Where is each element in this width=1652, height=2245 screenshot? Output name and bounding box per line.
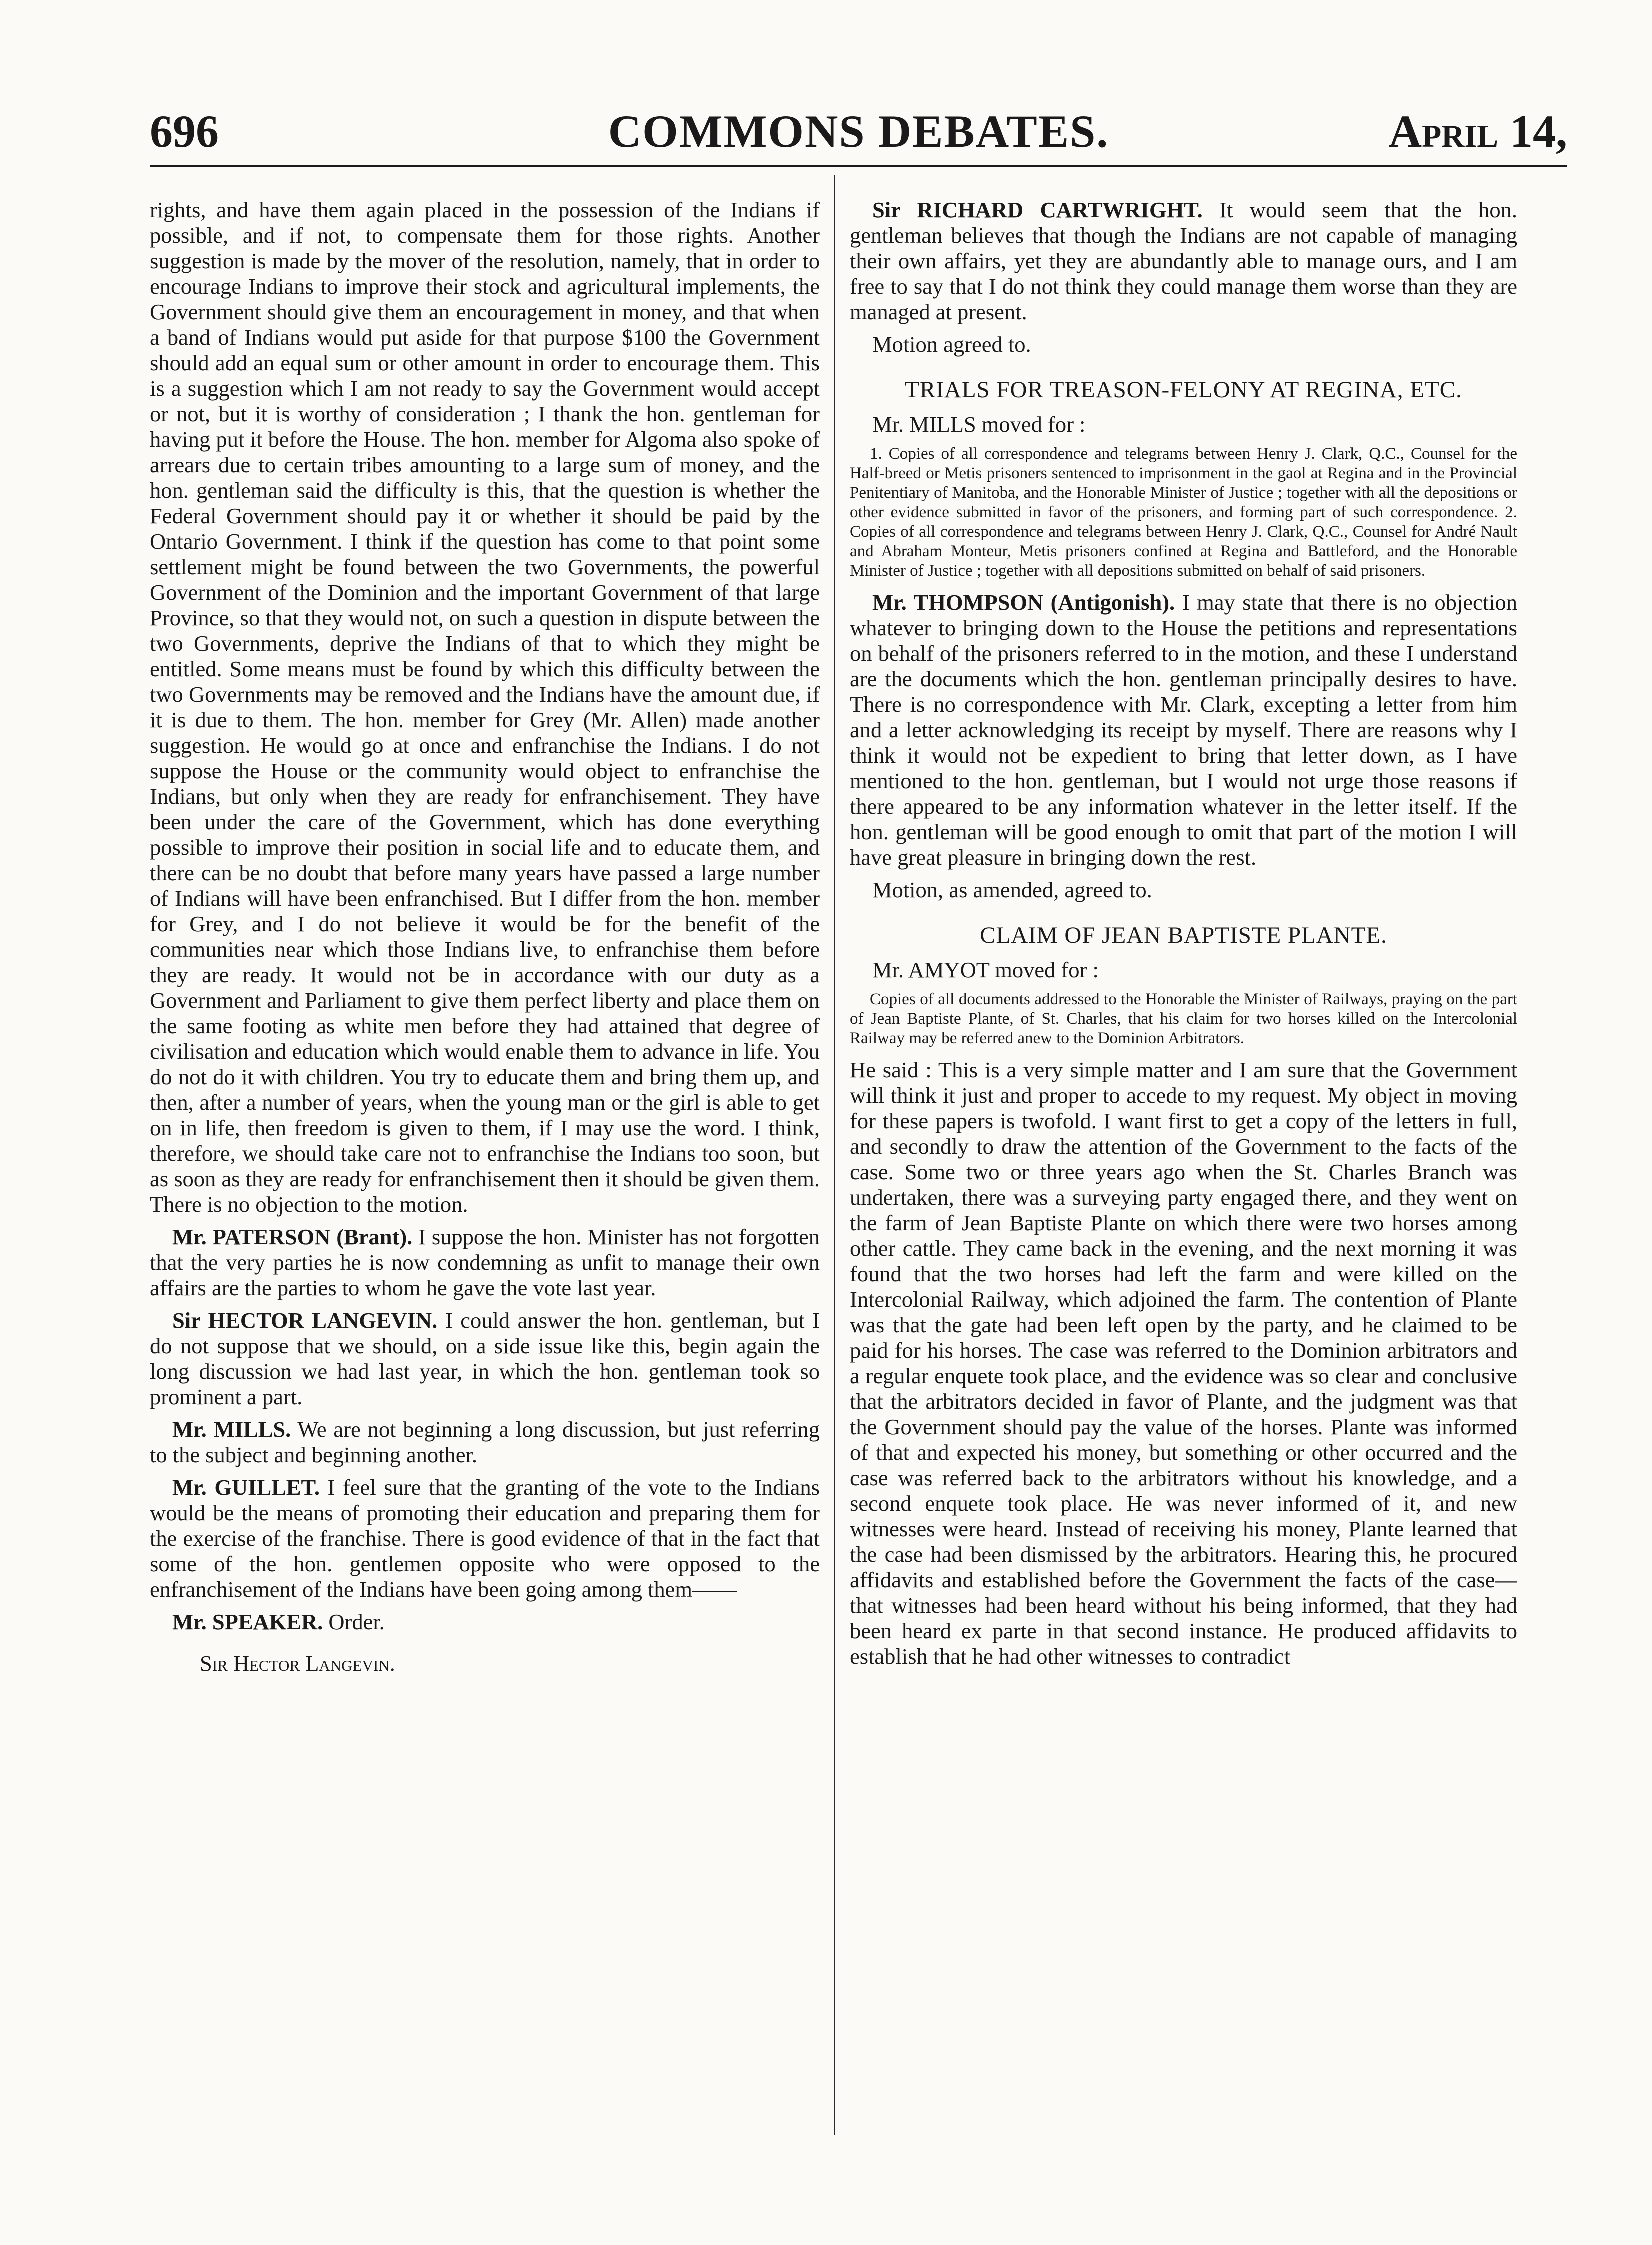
speaker-name: Mr. MILLS. bbox=[172, 1417, 291, 1442]
guillet-paragraph bbox=[150, 1475, 820, 1602]
section-heading: TRIALS FOR TREASON-FELONY AT REGINA, ETC. bbox=[905, 377, 1462, 403]
column-divider bbox=[834, 175, 835, 2135]
speech-text: I may state that there is no objection whatever to bringing down to the House the petitions and representations on behalf of the prisoners referred to in the motion, and these I understand are the documents which the hon. gentleman principally desires to have. There is no correspondence with Mr. Clark, excepting a letter from him and a letter acknowledging its receipt by myself. There are reasons why I think it would not be expedient to bring that letter down, as I have mentioned to the hon. gentleman, but I would not urge those reasons if there appeared to be any information whatever in the letter itself. If the hon. gentleman will be good enough to omit that part of the motion I will have great pleasure in bringing down the rest. bbox=[850, 590, 1517, 870]
amyot-moved-for: Mr. AMYOT moved for : bbox=[872, 957, 1099, 982]
mills-paragraph bbox=[150, 1417, 820, 1468]
speech-text: We are not beginning a long discussion, but just referring to the subject and beginning another. bbox=[150, 1417, 820, 1467]
speaker-name: Mr. SPEAKER. bbox=[172, 1609, 323, 1634]
page-number: 696 bbox=[150, 106, 219, 157]
paterson-paragraph bbox=[150, 1224, 820, 1301]
mills-moved-for: Mr. MILLS moved for : bbox=[872, 412, 1086, 437]
speech-text: I could answer the hon. gentleman, but I do not suppose that we should, on a side issue like this, begin again the long discussion we had last year, in which the hon. gentleman took so prominent a part. bbox=[150, 1308, 820, 1409]
page-header bbox=[150, 100, 1567, 167]
publication-title: COMMONS DEBATES. bbox=[608, 106, 1109, 157]
cartwright-paragraph bbox=[850, 197, 1517, 325]
speech-text: It would seem that the hon. gentleman believes that though the Indians are not capable of managing their own affairs, yet they are abundantly able to manage ours, and I am free to say that I do not think they could manage them worse than they are managed at present. bbox=[850, 197, 1517, 324]
motion-text: 1. Copies of all correspondence and telegrams between Henry J. Clark, Q.C., Counsel for the Half-breed or Metis prisoners sentenced to imprisonment in the gaol at Regina and in the Provincial Penitentiary of Manitoba, and the Honorable Minister of Justice ; together with all the depositions or other evidence submitted in favor of the prisoners, and forming part of such correspondence. 2. Copies of all correspondence and telegrams between Henry J. Clark, Q.C., Counsel for André Nault and Abraham Monteur, Metis prisoners confined at Regina and Battleford, and the Honorable Minister of Justice ; together with all depositions submitted on behalf of said prisoners. bbox=[850, 445, 1517, 580]
langevin-paragraph bbox=[150, 1308, 820, 1410]
right-column bbox=[850, 197, 1517, 2185]
speaker-name: Mr. GUILLET. bbox=[172, 1475, 320, 1500]
left-column bbox=[150, 197, 820, 2185]
section-heading: CLAIM OF JEAN BAPTISTE PLANTE. bbox=[980, 922, 1387, 948]
footer-signature: Sir Hector Langevin. bbox=[200, 1651, 395, 1676]
speech-text: Order. bbox=[328, 1609, 385, 1634]
speaker-name: Sir HECTOR LANGEVIN. bbox=[172, 1308, 438, 1333]
motion-text: Copies of all documents addressed to the Honorable the Minister of Railways, praying on the part of Jean Baptiste Plante, of St. Charles, that his claim for two horses killed on the Intercolonial Railway may be referred anew to the Dominion Arbitrators. bbox=[850, 990, 1517, 1047]
speaker-paragraph bbox=[150, 1609, 820, 1635]
amyot-speech: He said : This is a very simple matter and I am sure that the Government will think it just and proper to accede to my request. My object in moving for these papers is twofold. I want first to get a copy of the letters in full, and secondly to draw the attention of the Government to the facts of the case. Some two or three years ago when the St. Charles Branch was undertaken, there was a surveying party engaged there, and they went on the farm of Jean Baptiste Plante on which there were two horses among other cattle. They came back in the evening, and the next morning it was found that the two horses had left the farm and were killed on the Intercolonial Railway, which adjoined the farm. The contention of Plante was that the gate had been left open by the party, and he claimed to be paid for his horses. The case was referred to the Dominion arbitrators and a regular enquete took place, and the evidence was so clear and conclusive that the arbitrators decided in favor of Plante, and the judgment was that the Government should pay the value of the horses. Plante was informed of that and expected his money, but something or other occurred and the case was referred back to the arbitrators without his knowledge, and a second enquete took place. He was never informed of it, and new witnesses were heard. Instead of receiving his money, Plante learned that the case had been dismissed by the arbitrators. Hearing this, he procured affidavits and established before the Government the facts of the case—that witnesses had been heard without his being informed, that they had been heard ex parte in that second instance. He produced affidavits to establish that he had other witnesses to contradict bbox=[850, 1057, 1517, 1669]
speech-text: I feel sure that the granting of the vote to the Indians would be the means of promoting their education and preparing them for the exercise of the franchise. There is good evidence of that in the fact that some of the hon. gentlemen opposite who were opposed to the enfranchisement of the Indians have been going among them—— bbox=[150, 1475, 820, 1602]
speaker-name: Sir RICHARD CARTWRIGHT. bbox=[872, 197, 1203, 222]
speech-text: I suppose the hon. Minister has not forgotten that the very parties he is now condemning as unfit to manage their own affairs are the parties to whom he gave the vote last year. bbox=[150, 1224, 820, 1300]
langevin-continued-paragraph: rights, and have them again placed in the possession of the Indians if possible, and if not, to compensate them for those rights. Another suggestion is made by the mover of the resolution, namely, that in order to encourage Indians to improve their stock and agricultural implements, the Government should give them an encouragement in money, and that when a band of Indians would put aside for that purpose $100 the Government should add an equal sum or other amount in order to encourage them. This is a suggestion which I am not ready to say the Government would accept or not, but it is worthy of consideration ; I thank the hon. gentleman for having put it before the House. The hon. member for Algoma also spoke of arrears due to certain tribes amounting to a large sum of money, and the hon. gentleman said the difficulty is this, that the question is whether the Federal Government should pay it or whether it should be paid by the Ontario Government. I think if the question has come to that point some settlement might be found between the two Governments, the powerful Government of the Dominion and the important Government of that large Province, so that they would not, on such a question in dispute between the two Governments, deprive the Indians of that to which they might be entitled. Some means must be found by which this difficulty between the two Governments may be removed and the Indians have the amount due, if it is due to them. The hon. member for Grey (Mr. Allen) made another suggestion. He would go at once and enfranchise the Indians. I do not suppose the House or the community would object to enfranchise the Indians, but only when they are ready for enfranchisement. They have been under the care of the Government, which has done everything possible to improve their position in social life and to educate them, and there can be no doubt that before many years have passed a large number of Indians will have been enfranchised. But I differ from the hon. member for Grey, and I do not believe it would be for the benefit of the communities near which those Indians live, to enfranchise them before they are ready. It would not be in accordance with our duty as a Government and Parliament to give them perfect liberty and place them on the same footing as white men before they had attained that degree of civilisation and education which would enable them to advance in life. You do not do it with children. You try to educate them and bring them up, and then, after a number of years, when the young man or the girl is able to get on in life, then freedom is given to them, if I may use the word. I think, therefore, we should take care not to enfranchise the Indians too soon, but as soon as they are ready for enfranchisement then it should be given them. There is no objection to the motion. bbox=[150, 197, 820, 1217]
thompson-paragraph bbox=[850, 590, 1517, 870]
speaker-name: Mr. THOMPSON (Antigonish). bbox=[872, 590, 1175, 615]
page-date: April 14, bbox=[1388, 106, 1567, 157]
motion-result: Motion, as amended, agreed to. bbox=[872, 877, 1152, 902]
speaker-name: Mr. PATERSON (Brant). bbox=[172, 1224, 413, 1249]
motion-result: Motion agreed to. bbox=[872, 332, 1031, 357]
